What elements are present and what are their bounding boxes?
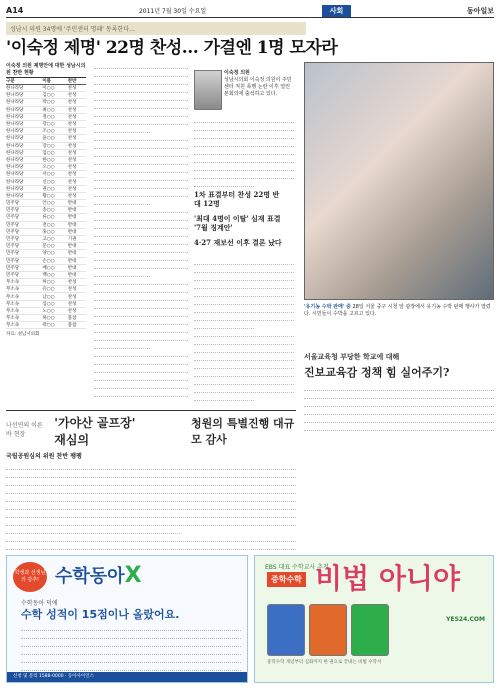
table-row bbox=[6, 178, 86, 185]
side-story-headline: 진보교육감 정책 힘 실어주기? bbox=[304, 366, 450, 379]
table-cell: 한나라당 bbox=[6, 178, 42, 185]
table-cell: 안○○ bbox=[42, 200, 67, 207]
table-cell: 한나라당 bbox=[6, 185, 42, 192]
text-line bbox=[194, 330, 294, 337]
table-cell: 민주당 bbox=[6, 235, 42, 242]
bottom-subhead: 국립공원심의 위원 찬반 팽팽 bbox=[6, 453, 82, 460]
text-line bbox=[94, 70, 188, 77]
table-cell: 고○○ bbox=[42, 235, 67, 242]
table-cell: 강○○ bbox=[42, 120, 67, 127]
table-cell: 한나라당 bbox=[6, 142, 42, 149]
table-cell: 김○○ bbox=[42, 92, 67, 99]
text-line bbox=[94, 158, 188, 165]
text-line bbox=[94, 382, 188, 389]
table-cell: 불참 bbox=[68, 322, 86, 329]
table-cell: 한나라당 bbox=[6, 106, 42, 113]
table-cell: 찬성 bbox=[68, 307, 86, 314]
bottom-stories bbox=[6, 410, 296, 520]
table-cell: 반대 bbox=[68, 264, 86, 271]
table-row bbox=[6, 156, 86, 163]
table-row bbox=[6, 235, 86, 242]
ad-question: 수학 성적이 15점이나 올랐어요. bbox=[21, 608, 180, 621]
table-cell: 찬성 bbox=[68, 142, 86, 149]
text-line bbox=[94, 230, 188, 237]
text-line bbox=[94, 222, 188, 229]
table-cell: 반대 bbox=[68, 214, 86, 221]
text-line bbox=[94, 262, 188, 269]
table-cell: 박○○ bbox=[42, 99, 67, 106]
table-row bbox=[6, 307, 86, 314]
table-cell: 불참 bbox=[68, 315, 86, 322]
text-line bbox=[194, 180, 254, 187]
text-line bbox=[94, 358, 188, 365]
table-cell: 하○○ bbox=[42, 315, 67, 322]
text-line bbox=[94, 126, 150, 133]
table-cell: 무소속 bbox=[6, 300, 42, 307]
text-line bbox=[94, 334, 188, 341]
table-cell: 찬성 bbox=[68, 120, 86, 127]
table-cell: 민주당 bbox=[6, 207, 42, 214]
table-row bbox=[6, 99, 86, 106]
table-cell: 반대 bbox=[68, 200, 86, 207]
table-row bbox=[6, 207, 86, 214]
ad-footer: 신청 및 문의 1588-0000 · 동아사이언스 bbox=[7, 672, 247, 682]
ad-math-book[interactable] bbox=[254, 555, 494, 683]
table-cell: 황○○ bbox=[42, 192, 67, 199]
table-cell: 민주당 bbox=[6, 200, 42, 207]
table-cell: 한나라당 bbox=[6, 113, 42, 120]
portrait-photo bbox=[194, 70, 222, 110]
article-column-3 bbox=[194, 258, 294, 402]
text-line bbox=[194, 124, 294, 131]
table-cell: 신○○ bbox=[42, 178, 67, 185]
text-line bbox=[94, 374, 188, 381]
text-line bbox=[21, 632, 241, 639]
text-line bbox=[21, 664, 241, 671]
table-cell: 한나라당 bbox=[6, 99, 42, 106]
side-story-body bbox=[304, 384, 494, 431]
table-cell: 찬성 bbox=[68, 171, 86, 178]
table-row bbox=[6, 264, 86, 271]
article-column-1 bbox=[94, 62, 188, 398]
text-line bbox=[194, 354, 294, 361]
text-line bbox=[194, 298, 294, 305]
text-line bbox=[94, 94, 188, 101]
photo-caption-lead: '유기농 수박 판매' 중 bbox=[304, 304, 351, 310]
pull-quotes bbox=[194, 190, 284, 253]
table-cell: 찬성 bbox=[68, 293, 86, 300]
text-line bbox=[94, 206, 188, 213]
table-row bbox=[6, 92, 86, 99]
bottom-kicker: 나선연의 이른바 현장 bbox=[6, 422, 43, 438]
table-row bbox=[6, 250, 86, 257]
table-cell: 장○○ bbox=[42, 142, 67, 149]
ad-right-body: 중학수학 개념부터 심화까지 한 권으로 끝내는 비법 수학서 bbox=[267, 660, 382, 665]
bottom-body bbox=[6, 463, 296, 550]
text-line bbox=[94, 182, 188, 189]
portrait-name: 이숙정 의원 bbox=[224, 70, 250, 76]
ad-right-title: 비법 아니야 bbox=[315, 562, 460, 595]
text-line bbox=[94, 270, 150, 277]
table-cell: 한나라당 bbox=[6, 120, 42, 127]
top-bar bbox=[6, 4, 494, 18]
vote-table bbox=[6, 62, 86, 337]
advertisement-row bbox=[6, 555, 494, 683]
table-row bbox=[6, 164, 86, 171]
table-cell: 반대 bbox=[68, 271, 86, 278]
table-cell: 한나라당 bbox=[6, 85, 42, 92]
table-cell: 찬성 bbox=[68, 164, 86, 171]
text-line bbox=[94, 326, 188, 333]
text-line bbox=[94, 246, 188, 253]
table-cell: 손○○ bbox=[42, 257, 67, 264]
table-cell: 찬성 bbox=[68, 128, 86, 135]
ad-brand-name: 수학동아 bbox=[55, 566, 125, 587]
text-line bbox=[194, 314, 294, 321]
table-cell: 반대 bbox=[68, 250, 86, 257]
text-line bbox=[304, 392, 494, 399]
table-cell: 찬성 bbox=[68, 106, 86, 113]
table-row bbox=[6, 271, 86, 278]
table-cell: 무소속 bbox=[6, 279, 42, 286]
text-line bbox=[94, 62, 188, 69]
text-line bbox=[94, 118, 188, 125]
text-line bbox=[94, 310, 188, 317]
table-row bbox=[6, 257, 86, 264]
vote-table-note: 자료: 성남시의회 bbox=[6, 332, 40, 338]
table-cell: 민주당 bbox=[6, 264, 42, 271]
table-cell: 반대 bbox=[68, 207, 86, 214]
table-cell: 류○○ bbox=[42, 214, 67, 221]
text-line bbox=[94, 350, 188, 357]
table-cell: 반대 bbox=[68, 243, 86, 250]
text-line bbox=[194, 140, 294, 147]
text-line bbox=[194, 282, 294, 289]
text-line bbox=[6, 503, 296, 510]
table-row bbox=[6, 221, 86, 228]
table-cell: 배○○ bbox=[42, 264, 67, 271]
table-cell: 홍○○ bbox=[42, 228, 67, 235]
text-line bbox=[194, 116, 294, 123]
text-line bbox=[94, 78, 188, 85]
table-cell: 찬성 bbox=[68, 286, 86, 293]
text-line bbox=[94, 342, 150, 349]
pull-quote: '최대 4명이 이탈' 심재 표결 '7월 징계안' bbox=[194, 214, 281, 232]
text-line bbox=[21, 624, 241, 631]
table-row bbox=[6, 315, 86, 322]
table-row bbox=[6, 142, 86, 149]
table-cell: 심○○ bbox=[42, 300, 67, 307]
table-row bbox=[6, 171, 86, 178]
table-cell: 곽○○ bbox=[42, 322, 67, 329]
table-row bbox=[6, 185, 86, 192]
table-cell: 서○○ bbox=[42, 171, 67, 178]
bottom-headline-2: 청원의 특별진행 대규모 감사 bbox=[190, 417, 295, 446]
text-line bbox=[94, 366, 188, 373]
table-cell: 무소속 bbox=[6, 322, 42, 329]
table-cell: 찬성 bbox=[68, 135, 86, 142]
table-cell: 찬성 bbox=[68, 156, 86, 163]
table-cell: 한○○ bbox=[42, 156, 67, 163]
ad-right-brand: 중학수학 bbox=[267, 572, 306, 587]
book-cover bbox=[309, 604, 347, 656]
table-cell: 찬성 bbox=[68, 149, 86, 156]
text-line bbox=[6, 479, 296, 486]
text-line bbox=[94, 390, 188, 397]
table-cell: 민주당 bbox=[6, 257, 42, 264]
table-cell: 반대 bbox=[68, 228, 86, 235]
masthead: 동아일보 bbox=[466, 5, 494, 15]
photo-caption-text: 28일 서울 중구 시청 앞 광장에서 유기농 수박 판매 행사가 열렸다. 시민들이 수박을 고르고 있다. bbox=[304, 304, 491, 317]
book-cover bbox=[267, 604, 305, 656]
table-cell: 최○○ bbox=[42, 106, 67, 113]
table-cell: 권○○ bbox=[42, 185, 67, 192]
text-line bbox=[94, 302, 188, 309]
text-line bbox=[194, 338, 294, 345]
text-line bbox=[94, 142, 188, 149]
side-story-kicker: 서울교육청 부당한 학교에 대해 bbox=[304, 353, 400, 361]
table-cell: 찬성 bbox=[68, 178, 86, 185]
text-line bbox=[94, 214, 188, 221]
text-line bbox=[94, 102, 188, 109]
table-cell: 민주당 bbox=[6, 214, 42, 221]
table-row bbox=[6, 228, 86, 235]
book-cover bbox=[351, 604, 389, 656]
book-covers bbox=[267, 604, 389, 656]
table-row bbox=[6, 192, 86, 199]
page-number: A14 bbox=[6, 6, 24, 15]
text-line bbox=[194, 266, 294, 273]
table-cell: 유○○ bbox=[42, 286, 67, 293]
table-cell: 민주당 bbox=[6, 271, 42, 278]
table-cell: 정○○ bbox=[42, 113, 67, 120]
table-cell: 한나라당 bbox=[6, 156, 42, 163]
text-line bbox=[94, 198, 150, 205]
text-line bbox=[6, 543, 296, 550]
text-line bbox=[21, 648, 241, 655]
table-cell: 찬성 bbox=[68, 113, 86, 120]
table-cell: 찬성 bbox=[68, 192, 86, 199]
table-row bbox=[6, 135, 86, 142]
issue-date: 2011년 7월 30일 수요일 bbox=[138, 8, 207, 15]
table-cell: 찬성 bbox=[68, 85, 86, 92]
side-story bbox=[304, 352, 494, 432]
table-cell: 남○○ bbox=[42, 293, 67, 300]
text-line bbox=[94, 318, 188, 325]
table-cell: 이○○ bbox=[42, 85, 67, 92]
text-line bbox=[194, 370, 294, 377]
text-line bbox=[94, 238, 188, 245]
text-line bbox=[304, 416, 494, 423]
text-line bbox=[194, 156, 294, 163]
table-row bbox=[6, 279, 86, 286]
table-cell: 윤○○ bbox=[42, 135, 67, 142]
table-cell: 노○○ bbox=[42, 307, 67, 314]
table-cell: 한나라당 bbox=[6, 128, 42, 135]
table-cell: 반대 bbox=[68, 221, 86, 228]
text-line bbox=[304, 384, 494, 391]
table-cell: 한나라당 bbox=[6, 164, 42, 171]
text-line bbox=[6, 535, 296, 542]
article-column-2 bbox=[194, 116, 294, 188]
text-line bbox=[194, 172, 294, 179]
text-line bbox=[94, 278, 188, 285]
table-row bbox=[6, 113, 86, 120]
table-row bbox=[6, 149, 86, 156]
headline-kicker: 성남시 의원 34명에 '주민센터 명패' 동록한다… bbox=[6, 22, 306, 35]
table-cell: 문○○ bbox=[42, 243, 67, 250]
table-cell: 찬성 bbox=[68, 185, 86, 192]
text-line bbox=[304, 408, 494, 415]
ad-brand bbox=[55, 562, 142, 588]
table-row bbox=[6, 200, 86, 207]
table-row bbox=[6, 85, 86, 92]
text-line bbox=[6, 495, 296, 502]
table-header: 구분 bbox=[6, 78, 42, 85]
text-line bbox=[94, 254, 188, 261]
ad-tagline: 수학동아 덕에 bbox=[21, 600, 58, 607]
table-cell: 한나라당 bbox=[6, 192, 42, 199]
portrait-caption bbox=[224, 70, 296, 98]
vote-table-title: 이숙정 의원 제명안에 대한 성남시의원 찬반 현황 bbox=[6, 63, 86, 76]
text-line bbox=[94, 134, 188, 141]
text-line bbox=[6, 519, 296, 526]
text-line bbox=[194, 132, 294, 139]
text-line bbox=[6, 511, 296, 518]
text-line bbox=[194, 386, 294, 393]
text-line bbox=[304, 400, 494, 407]
text-line bbox=[194, 378, 294, 385]
table-cell: 조○○ bbox=[42, 128, 67, 135]
text-line bbox=[194, 394, 254, 401]
text-line bbox=[304, 424, 494, 431]
table-cell: 반대 bbox=[68, 257, 86, 264]
text-line bbox=[194, 148, 294, 155]
text-line bbox=[94, 150, 188, 157]
table-cell: 한나라당 bbox=[6, 149, 42, 156]
table-header: 찬반 bbox=[68, 78, 86, 85]
table-row bbox=[6, 286, 86, 293]
text-line bbox=[194, 322, 254, 329]
ad-badge: 학생과 선생님의 감추! bbox=[13, 562, 47, 592]
table-cell: 찬성 bbox=[68, 92, 86, 99]
text-line bbox=[194, 362, 294, 369]
table-cell: 민주당 bbox=[6, 243, 42, 250]
text-line bbox=[94, 166, 188, 173]
text-line bbox=[6, 487, 296, 494]
table-row bbox=[6, 120, 86, 127]
pull-quote: 1차 표결부터 찬성 22명 반대 12명 bbox=[194, 190, 280, 208]
table-cell: 찬성 bbox=[68, 279, 86, 286]
text-line bbox=[6, 527, 180, 534]
news-photo bbox=[304, 62, 494, 300]
table-cell: 백○○ bbox=[42, 271, 67, 278]
table-cell: 허○○ bbox=[42, 279, 67, 286]
text-line bbox=[94, 286, 188, 293]
table-header: 이름 bbox=[42, 78, 67, 85]
text-line bbox=[94, 174, 188, 181]
table-row bbox=[6, 243, 86, 250]
pull-quote: 4·27 재보선 이후 결론 났다 bbox=[194, 238, 282, 247]
table-cell: 전○○ bbox=[42, 221, 67, 228]
table-cell: 민주당 bbox=[6, 221, 42, 228]
text-line bbox=[6, 471, 296, 478]
main-headline: '이숙정 제명' 22명 찬성… 가결엔 1명 모자라 bbox=[6, 38, 338, 58]
table-cell: 무소속 bbox=[6, 307, 42, 314]
table-row bbox=[6, 293, 86, 300]
text-line bbox=[21, 656, 241, 663]
text-line bbox=[194, 274, 294, 281]
table-cell: 오○○ bbox=[42, 164, 67, 171]
table-row bbox=[6, 128, 86, 135]
text-line bbox=[6, 463, 296, 470]
table-cell: 무소속 bbox=[6, 293, 42, 300]
table-cell: 송○○ bbox=[42, 207, 67, 214]
text-line bbox=[21, 640, 241, 647]
ad-right-kicker: EBS 대표 수학교사 추천 bbox=[265, 564, 329, 571]
table-cell: 양○○ bbox=[42, 250, 67, 257]
table-cell: 찬성 bbox=[68, 99, 86, 106]
bottom-headline-1: '가야산 골프장' 재심의 bbox=[54, 416, 136, 447]
table-cell: 한나라당 bbox=[6, 135, 42, 142]
table-row bbox=[6, 106, 86, 113]
photo-caption bbox=[304, 304, 494, 318]
table-cell: 한나라당 bbox=[6, 92, 42, 99]
table-cell: 찬성 bbox=[68, 300, 86, 307]
text-line bbox=[94, 86, 188, 93]
table-cell: 한나라당 bbox=[6, 171, 42, 178]
table-cell: 민주당 bbox=[6, 228, 42, 235]
ad-brand-x: X bbox=[124, 563, 142, 588]
table-cell: 임○○ bbox=[42, 149, 67, 156]
table-row bbox=[6, 300, 86, 307]
text-line bbox=[94, 190, 188, 197]
table-cell: 기권 bbox=[68, 235, 86, 242]
text-line bbox=[194, 346, 294, 353]
text-line bbox=[94, 294, 188, 301]
text-line bbox=[194, 258, 294, 265]
text-line bbox=[194, 306, 294, 313]
table-cell: 민주당 bbox=[6, 250, 42, 257]
table-row bbox=[6, 322, 86, 329]
section-label: 사회 bbox=[322, 5, 352, 17]
text-line bbox=[94, 110, 188, 117]
text-line bbox=[194, 290, 294, 297]
table-cell: 무소속 bbox=[6, 286, 42, 293]
portrait-desc: 성남시의회 이숙정 의원이 주민센터 직원 폭행 논란 이후 열린 본회의에 출석하고 있다. bbox=[224, 77, 292, 97]
ad-right-site[interactable]: YES24.COM bbox=[446, 616, 485, 623]
ad-math-magazine[interactable] bbox=[6, 555, 248, 683]
table-cell: 무소속 bbox=[6, 315, 42, 322]
text-line bbox=[194, 164, 294, 171]
story-grid bbox=[6, 62, 494, 480]
table-row bbox=[6, 214, 86, 221]
